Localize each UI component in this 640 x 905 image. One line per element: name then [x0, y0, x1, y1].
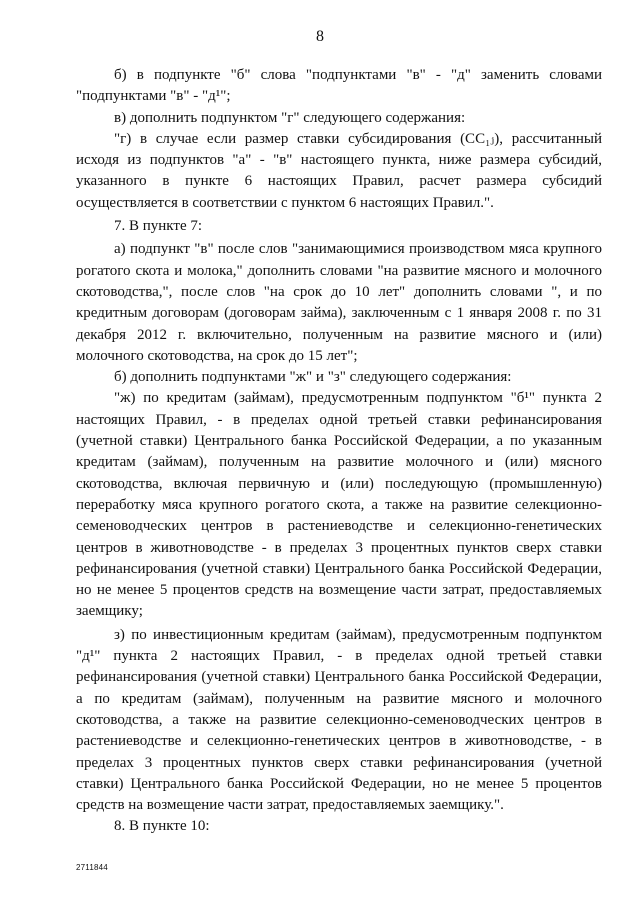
- page-number: 8: [316, 28, 324, 45]
- paragraph-point-7-a: а) подпункт "в" после слов "занимающимися производством мяса крупного рогатого скота и молока," дополнить словами "на развитие мясного и молочного скотоводства,", после слов "на срок до 10 лет" дополнить словами ", и по кредитным договорам (договорам займа), заключенным с 1 января 2008 г. по 31 декабря 2012 г. включительно, полученным на развитие мясного и (или) молочного скотоводства, на срок до 15 лет";: [76, 241, 602, 364]
- paragraph-subitem-g-text: "г) в случае если размер ставки субсидирования (СС₁ⱼ), рассчитанный исходя из подпунктов "а" - "в" настоящего пункта, ниже размера субсидий, указанного в пункте 6 настоящих Правил, расчет размера субсидий осуществляется в соответствии с пунктом 6 настоящих Правил.".: [76, 130, 602, 211]
- paragraph-subitem-z: з) по инвестиционным кредитам (займам), предусмотренным подпунктом "д¹" пункта 2 настоящих Правил, - в пределах одной третьей ставки рефинансирования (учетной ставки) Центрального банка Российской Федерации, а по кредитам (займам), полученным на развитие мясного и молочного скотоводства, а также на развитие селекционно-семеноводческих центров в растениеводстве и селекционно-генетических центров в животноводстве, - в пределах 3 процентных пунктов сверх ставки рефинансирования (учетной ставки) Центрального банка Российской Федерации, но не менее 5 процентов средств на возмещение части затрат, предоставляемых заемщику.".: [76, 626, 602, 814]
- paragraph-point-7-heading: 7. В пункте 7:: [114, 218, 203, 235]
- document-code: 2711844: [76, 863, 108, 872]
- document-body: [76, 65, 602, 838]
- paragraph-subitem-zh: "ж) по кредитам (займам), предусмотренным подпунктом "б¹" пункта 2 настоящих Правил, - в пределах одной третьей ставки рефинансирования (учетной ставки) Центрального банка Российской Федерации, а по указанным кредитам (займам), полученным на развитие молочного и (или) мясного скотоводства, включая первичную и (или) последующую (промышленную) переработку мяса крупного рогатого скота, а также на развитие селекционно-семеноводческих центров в растениеводстве и селекционно-генетических центров в животноводстве - в пределах 3 процентных пунктов сверх ставки рефинансирования (учетной ставки) Центрального банка Российской Федерации, но не менее 5 процентов средств на возмещение части затрат, предоставляемых заемщику;: [76, 390, 602, 620]
- paragraph-point-7-b: б) дополнить подпунктами "ж" и "з" следующего содержания:: [114, 369, 512, 386]
- paragraph-point-8-heading: 8. В пункте 10:: [114, 818, 210, 835]
- paragraph-subitem-v: в) дополнить подпунктом "г" следующего содержания:: [114, 109, 466, 126]
- paragraph-subitem-b: б) в подпункте "б" слова "подпунктами "в" - "д" заменить словами "подпунктами "в" - "д¹";: [76, 67, 602, 105]
